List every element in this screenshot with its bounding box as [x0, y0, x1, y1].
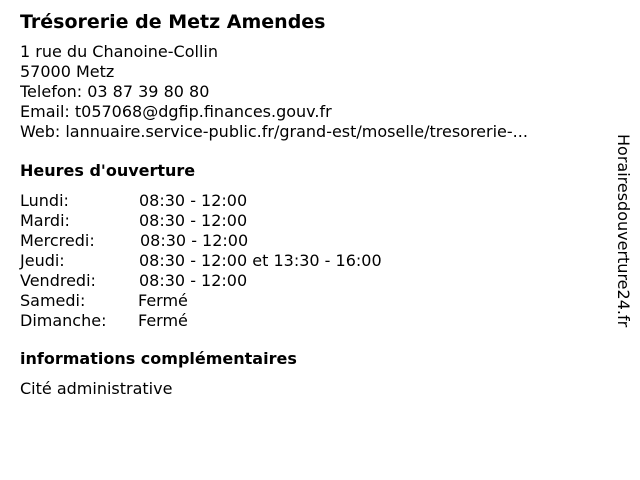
- hours-heading: Heures d'ouverture: [20, 161, 196, 180]
- info-text: Cité administrative: [20, 379, 173, 398]
- day-label: Mercredi:: [20, 231, 95, 250]
- time-value: Fermé: [138, 291, 188, 310]
- day-label: Mardi:: [20, 211, 70, 230]
- hours-table: [20, 191, 600, 331]
- hours-row-wednesday: [20, 231, 600, 251]
- day-label: Lundi:: [20, 191, 69, 210]
- hours-row-friday: [20, 271, 600, 291]
- hours-row-tuesday: [20, 211, 600, 231]
- address-city: 57000 Metz: [20, 62, 115, 81]
- hours-row-thursday: [20, 251, 600, 271]
- time-value: 08:30 - 12:00 et 13:30 - 16:00: [139, 251, 382, 270]
- day-label: Jeudi:: [20, 251, 65, 270]
- contact-block: [20, 42, 600, 142]
- time-value: 08:30 - 12:00: [139, 211, 248, 230]
- day-label: Dimanche:: [20, 311, 107, 330]
- time-value: Fermé: [138, 311, 188, 330]
- hours-row-sunday: [20, 311, 600, 331]
- brand-text: Horairesdouverture24.fr: [614, 134, 633, 328]
- website-line[interactable]: Web: lannuaire.service-public.fr/grand-est/moselle/tresorerie-...: [20, 122, 528, 141]
- time-value: 08:30 - 12:00: [140, 231, 249, 250]
- day-label: Samedi:: [20, 291, 86, 310]
- address-street: 1 rue du Chanoine-Collin: [20, 42, 218, 61]
- info-heading: informations complémentaires: [20, 349, 297, 368]
- business-card: [20, 10, 600, 399]
- phone-line[interactable]: Telefon: 03 87 39 80 80: [20, 82, 210, 101]
- time-value: 08:30 - 12:00: [139, 191, 248, 210]
- email-line[interactable]: Email: t057068@dgfip.finances.gouv.fr: [20, 102, 332, 121]
- day-label: Vendredi:: [20, 271, 96, 290]
- time-value: 08:30 - 12:00: [139, 271, 248, 290]
- hours-row-monday: [20, 191, 600, 211]
- business-title: Trésorerie de Metz Amendes: [20, 11, 326, 33]
- hours-row-saturday: [20, 291, 600, 311]
- brand-watermark: [612, 134, 634, 374]
